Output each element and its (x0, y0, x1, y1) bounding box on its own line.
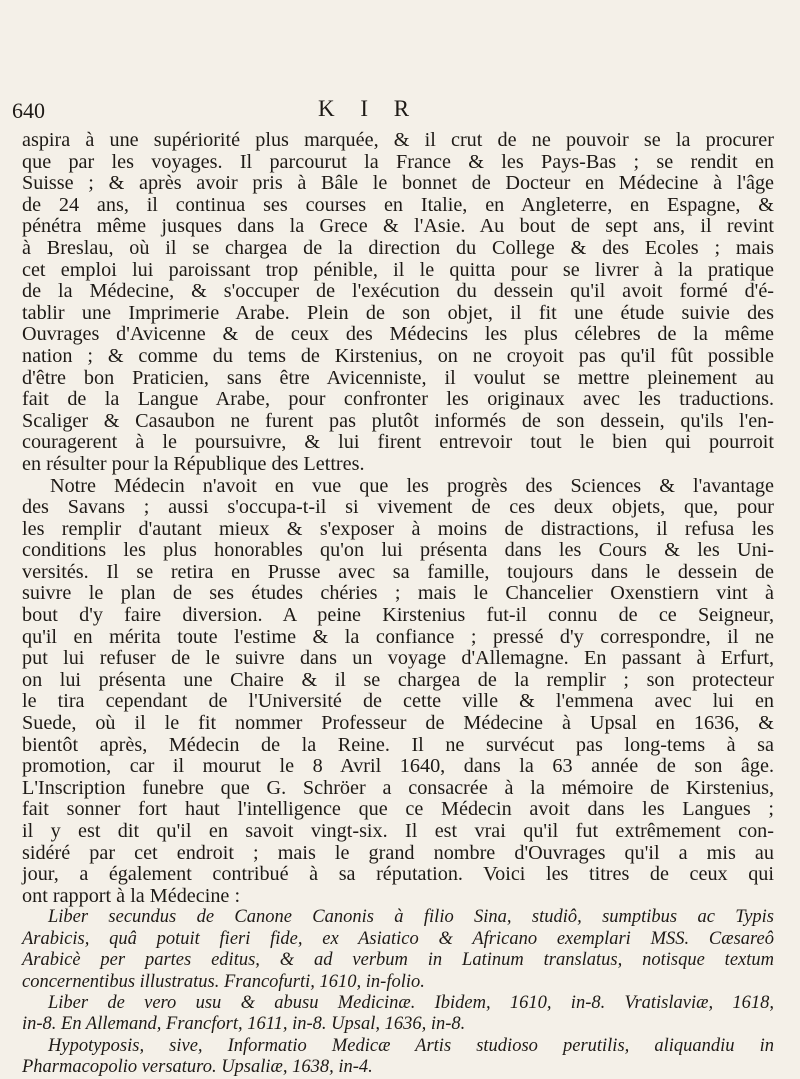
reference-entry (22, 1036, 774, 1079)
text-line: fait de la Langue Arabe, pour confronter les originaux avec les traductions. (22, 388, 774, 411)
text-line: Notre Médecin n'avoit en vue que les progrès des Sciences & l'avantage (50, 474, 774, 497)
reference-entry (22, 993, 774, 1036)
text-line: on lui présenta une Chaire & il se chargea de la remplir ; son protecteur (22, 668, 774, 691)
text-line: versités. Il se retira en Prusse avec sa famille, toujours dans le dessein de (22, 560, 774, 583)
reference-line: in-8. En Allemand, Francfort, 1611, in-8. Upsal, 1636, in-8. (22, 1014, 466, 1035)
reference-line: Liber secundus de Canone Canonis à filio Sina, studiô, sumptibus ac Typis (48, 907, 774, 928)
text-line: Suisse ; & après avoir pris à Bâle le bonnet de Docteur en Médecine à l'âge (22, 172, 774, 195)
reference-line: Pharmacopolio versaturo. Upsaliæ, 1638, in-4. (22, 1057, 373, 1078)
reference-line: Arabicis, quâ potuit fieri fide, ex Asiatico & Africano exemplari MSS. Cæsareô (22, 928, 774, 949)
text-line: les remplir d'autant mieux & s'exposer à moins de distractions, il refusa les (22, 517, 774, 540)
reference-line: Hypotyposis, sive, Informatio Medicæ Artis studioso perutilis, aliquandiu in (48, 1035, 774, 1056)
text-line: bientôt après, Médecin de la Reine. Il ne survécut pas long-tems à sa (22, 733, 774, 756)
reference-line: concernentibus illustratus. Francofurti, 1610, in-folio. (22, 971, 425, 992)
text-line: sidéré par cet endroit ; mais le grand nombre d'Ouvrages qu'il a mis au (22, 841, 774, 864)
text-line: couragerent à le poursuivre, & lui firent entrevoir tout le bien qui pourroit (22, 431, 774, 454)
text-line: bout d'y faire diversion. A peine Kirstenius fut-il connu de ce Seigneur, (22, 604, 774, 627)
reference-line: Liber de vero usu & abusu Medicinæ. Ibidem, 1610, in-8. Vratislaviæ, 1618, (48, 993, 774, 1013)
text-line: put lui refuser de le suivre dans un voyage d'Allemagne. En passant à Erfurt, (22, 647, 774, 670)
text-line: Scaliger & Casaubon ne furent pas plutôt informés de son dessein, qu'ils l'en- (22, 409, 774, 432)
page-header (0, 98, 800, 128)
reference-line: Arabicè per partes editus, & ad verbum in Latinum translatus, notisque textum (22, 950, 774, 971)
text-line: le tira cependant de l'Université de cette ville & l'emmena avec lui en (22, 690, 774, 713)
bibliography (22, 907, 774, 1078)
text-line: pénétra même jusques dans la Grece & l'Asie. Au bout de sept ans, il revint (22, 215, 774, 238)
text-line: tablir une Imprimerie Arabe. Plein de son objet, il fit une étude suivie des (22, 301, 774, 324)
paragraph (22, 130, 774, 476)
page-body (22, 130, 774, 1079)
text-line: fait sonner fort haut l'intelligence que ce Médecin avoit dans les Langues ; (22, 798, 774, 821)
text-line: suivre le plan de ses études chéries ; mais le Chancelier Oxenstiern vint à (22, 582, 774, 605)
text-line: promotion, car il mourut le 8 Avril 1640, dans la 63 année de son âge. (22, 755, 774, 778)
paragraph (22, 476, 774, 908)
text-line: il y est dit qu'il en savoit vingt-six. Il est vrai qu'il fut extrêmement con- (22, 820, 774, 842)
text-line: jour, a également contribué à sa réputation. Voici les titres de ceux qui (22, 863, 774, 886)
text-line: Suede, où il le fit nommer Professeur de Médecine à Upsal en 1636, & (22, 712, 774, 735)
text-line: nation ; & comme du tems de Kirstenius, on ne croyoit pas qu'il fût possible (22, 344, 774, 367)
text-line: qu'il en mérita toute l'estime & la confiance ; pressé d'y correspondre, il ne (22, 625, 774, 648)
text-line: à Breslau, où il se chargea de la direction du College & des Ecoles ; mais (22, 236, 774, 259)
text-line: Ouvrages d'Avicenne & de ceux des Médecins les plus célebres de la même (22, 323, 774, 346)
text-line: des Savans ; aussi s'occupa-t-il si vivement de ces deux objets, que, pour (22, 496, 774, 519)
paragraphs (22, 130, 774, 907)
text-line: conditions les plus honorables qu'on lui présenta dans les Cours & les Uni- (22, 539, 774, 562)
reference-entry (22, 907, 774, 993)
page-number: 640 (12, 98, 45, 123)
running-head: K I R (318, 96, 420, 121)
text-line: en résulter pour la République des Lettres. (22, 452, 365, 475)
text-line: d'être bon Praticien, sans être Avicenniste, il voulut se mettre pleinement au (22, 366, 774, 389)
text-line: de la Médecine, & s'occuper de l'exécution du dessein qu'il avoit formé d'é- (22, 280, 774, 303)
text-line: cet emploi lui paroissant trop pénible, il le quitta pour se livrer à la pratique (22, 258, 774, 281)
text-line: ont rapport à la Médecine : (22, 884, 241, 907)
text-line: que par les voyages. Il parcourut la France & les Pays-Bas ; se rendit en (22, 150, 774, 173)
text-line: L'Inscription funebre que G. Schröer a consacrée à la mémoire de Kirstenius, (22, 776, 774, 799)
text-line: aspira à une supériorité plus marquée, & il crut de ne pouvoir se la procurer (22, 129, 774, 151)
text-line: de 24 ans, il continua ses courses en Italie, en Angleterre, en Espagne, & (22, 193, 774, 216)
